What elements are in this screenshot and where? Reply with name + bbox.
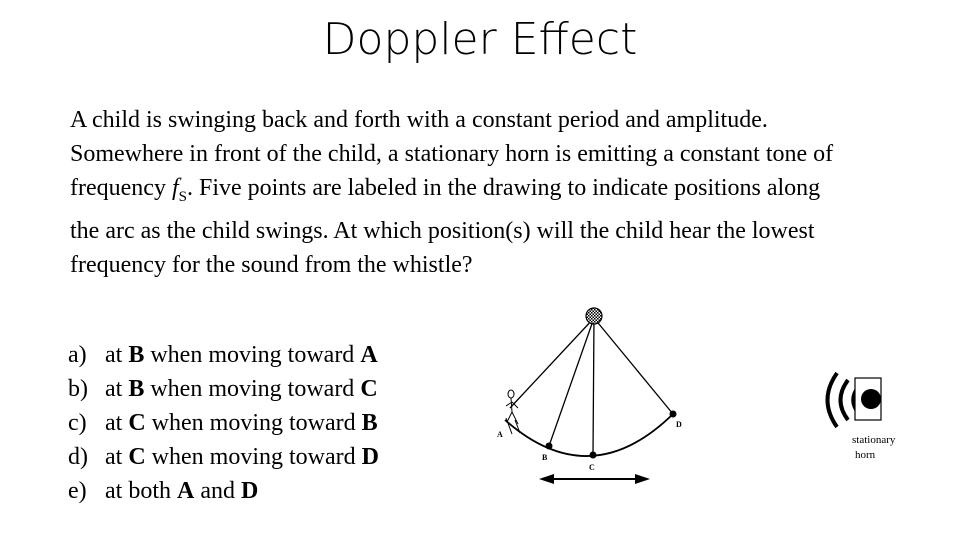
question-part-2: . Five points are labeled in the drawing to indicate positions along the arc as the child swings. At which position(s) will the child hear the lowest frequency for the sound from the whistle?: [70, 175, 821, 278]
horn-label-line2: horn: [855, 449, 876, 461]
point-d: [670, 411, 677, 418]
choice-a: a) at B when moving toward A: [68, 342, 378, 368]
horn-label-line1: stationary: [852, 434, 896, 446]
rope-to-b: [549, 318, 594, 446]
swing-arc: [505, 414, 673, 456]
label-a: A: [497, 430, 503, 439]
frequency-symbol: f: [171, 175, 179, 201]
pivot-point: [586, 308, 602, 324]
point-b: [546, 443, 553, 450]
choice-d: d) at C when moving toward D: [68, 444, 379, 470]
rope-to-c: [593, 318, 594, 455]
rope-to-d: [594, 318, 673, 414]
double-arrow: [539, 474, 650, 484]
frequency-subscript: S: [178, 188, 187, 205]
question-part-1: A child is swinging back and forth with a constant period and amplitude. Somewhere in front of the child, a stationary horn is emitting a constant tone of frequency: [70, 107, 834, 201]
choice-c: c) at C when moving toward B: [68, 410, 378, 436]
label-c: C: [589, 463, 595, 472]
rope-to-a: [510, 318, 594, 408]
label-b: B: [542, 453, 548, 462]
label-d: D: [676, 420, 682, 429]
horn-icon: [828, 373, 882, 427]
choice-b: b) at B when moving toward C: [68, 376, 378, 402]
point-c: [590, 452, 597, 459]
choice-e: e) at both A and D: [68, 478, 259, 504]
page-title: Doppler Effect: [322, 14, 638, 65]
